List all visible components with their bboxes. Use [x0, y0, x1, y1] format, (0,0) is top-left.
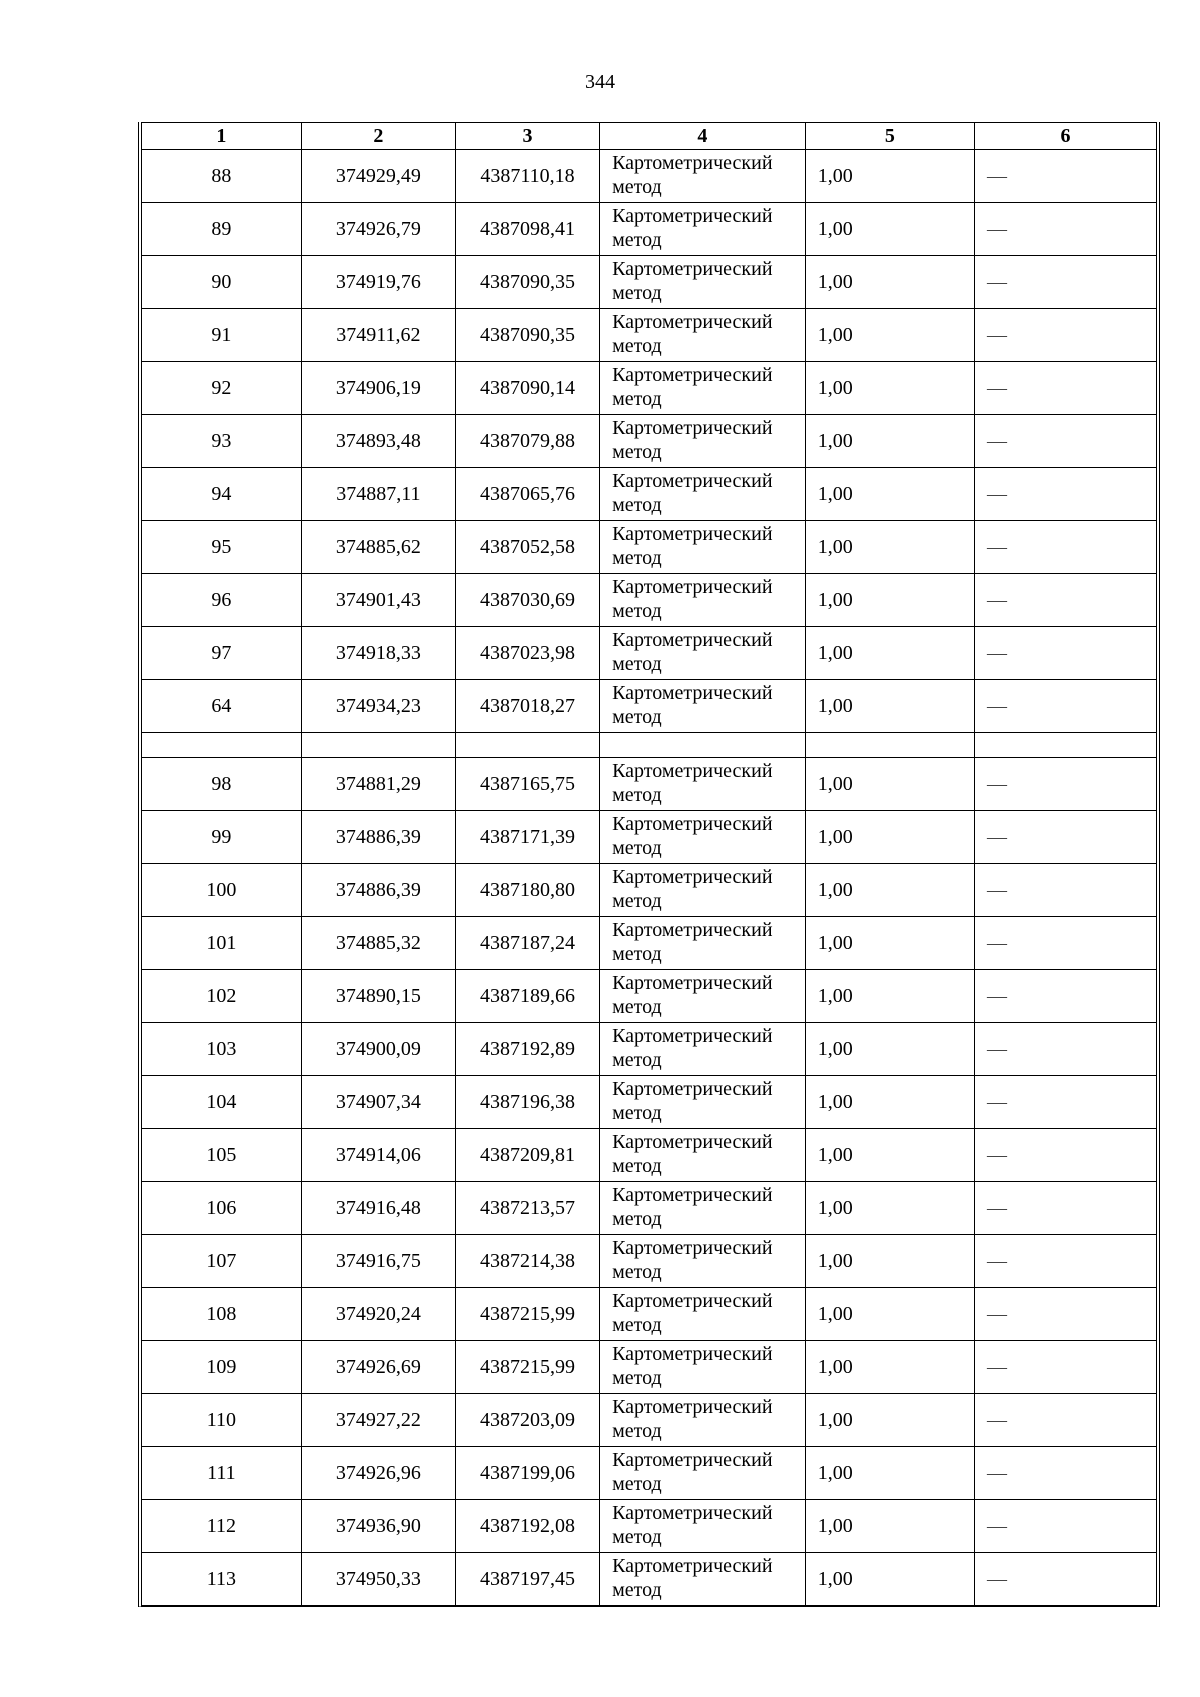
- method-cell: [600, 1447, 806, 1500]
- accuracy-cell: 1,00: [805, 1023, 974, 1076]
- accuracy-cell: 1,00: [805, 1553, 974, 1606]
- method-line-2: метод: [612, 996, 662, 1018]
- method-cell: [600, 1500, 806, 1553]
- accuracy-cell: 1,00: [805, 1129, 974, 1182]
- table-row: [142, 1129, 1156, 1182]
- note-cell: —: [975, 680, 1156, 733]
- method-cell: [600, 811, 806, 864]
- note-cell: —: [975, 468, 1156, 521]
- method-cell: [600, 680, 806, 733]
- x-coordinate-cell: 374920,24: [301, 1288, 455, 1341]
- table-row: [142, 1235, 1156, 1288]
- coordinates-table: [142, 122, 1156, 1606]
- point-number-cell: 111: [142, 1447, 301, 1500]
- y-coordinate-cell: 4387098,41: [455, 203, 599, 256]
- method-line-2: метод: [612, 176, 662, 198]
- point-number-cell: 92: [142, 362, 301, 415]
- point-number-cell: 110: [142, 1394, 301, 1447]
- method-line-1: Картометрический: [612, 1184, 773, 1206]
- point-number-cell: 106: [142, 1182, 301, 1235]
- y-coordinate-cell: 4387110,18: [455, 150, 599, 203]
- method-cell: [600, 864, 806, 917]
- note-cell: —: [975, 811, 1156, 864]
- table-row: [142, 1023, 1156, 1076]
- note-cell: —: [975, 1447, 1156, 1500]
- note-cell: —: [975, 1182, 1156, 1235]
- method-line-1: Картометрический: [612, 1343, 773, 1365]
- method-line-1: Картометрический: [612, 1131, 773, 1153]
- method-line-1: Картометрический: [612, 152, 773, 174]
- table-row: [142, 1500, 1156, 1553]
- method-line-1: Картометрический: [612, 682, 773, 704]
- method-line-1: Картометрический: [612, 417, 773, 439]
- method-line-2: метод: [612, 837, 662, 859]
- accuracy-cell: 1,00: [805, 1288, 974, 1341]
- table-row: [142, 362, 1156, 415]
- accuracy-cell: 1,00: [805, 1341, 974, 1394]
- point-number-cell: 107: [142, 1235, 301, 1288]
- table-header-row: [142, 123, 1156, 150]
- point-number-cell: 105: [142, 1129, 301, 1182]
- empty-cell: [142, 733, 301, 758]
- note-cell: —: [975, 1129, 1156, 1182]
- method-line-2: метод: [612, 1261, 662, 1283]
- method-line-2: метод: [612, 1155, 662, 1177]
- point-number-cell: 88: [142, 150, 301, 203]
- note-cell: —: [975, 1288, 1156, 1341]
- y-coordinate-cell: 4387023,98: [455, 627, 599, 680]
- method-line-2: метод: [612, 388, 662, 410]
- method-line-2: метод: [612, 229, 662, 251]
- column-header: 2: [301, 123, 455, 150]
- accuracy-cell: 1,00: [805, 627, 974, 680]
- note-cell: —: [975, 1553, 1156, 1606]
- method-cell: [600, 1341, 806, 1394]
- x-coordinate-cell: 374918,33: [301, 627, 455, 680]
- point-number-cell: 113: [142, 1553, 301, 1606]
- table-row: [142, 680, 1156, 733]
- method-line-2: метод: [612, 706, 662, 728]
- method-line-1: Картометрический: [612, 1025, 773, 1047]
- point-number-cell: 104: [142, 1076, 301, 1129]
- x-coordinate-cell: 374916,75: [301, 1235, 455, 1288]
- accuracy-cell: 1,00: [805, 574, 974, 627]
- point-number-cell: 99: [142, 811, 301, 864]
- method-line-2: метод: [612, 1579, 662, 1601]
- note-cell: —: [975, 864, 1156, 917]
- method-cell: [600, 362, 806, 415]
- table-row: [142, 415, 1156, 468]
- method-cell: [600, 1394, 806, 1447]
- method-line-2: метод: [612, 1049, 662, 1071]
- accuracy-cell: 1,00: [805, 1182, 974, 1235]
- x-coordinate-cell: 374900,09: [301, 1023, 455, 1076]
- empty-cell: [975, 733, 1156, 758]
- table-row: [142, 627, 1156, 680]
- accuracy-cell: 1,00: [805, 362, 974, 415]
- method-cell: [600, 574, 806, 627]
- accuracy-cell: 1,00: [805, 970, 974, 1023]
- note-cell: —: [975, 627, 1156, 680]
- empty-cell: [455, 733, 599, 758]
- accuracy-cell: 1,00: [805, 203, 974, 256]
- method-line-1: Картометрический: [612, 364, 773, 386]
- method-line-2: метод: [612, 1526, 662, 1548]
- method-line-1: Картометрический: [612, 470, 773, 492]
- point-number-cell: 100: [142, 864, 301, 917]
- accuracy-cell: 1,00: [805, 1235, 974, 1288]
- point-number-cell: 90: [142, 256, 301, 309]
- point-number-cell: 98: [142, 758, 301, 811]
- page-number: 344: [585, 71, 615, 93]
- method-line-2: метод: [612, 1420, 662, 1442]
- table-row: [142, 811, 1156, 864]
- note-cell: —: [975, 203, 1156, 256]
- point-number-cell: 112: [142, 1500, 301, 1553]
- method-line-2: метод: [612, 653, 662, 675]
- y-coordinate-cell: 4387090,14: [455, 362, 599, 415]
- accuracy-cell: 1,00: [805, 1394, 974, 1447]
- x-coordinate-cell: 374929,49: [301, 150, 455, 203]
- note-cell: —: [975, 917, 1156, 970]
- note-cell: —: [975, 1394, 1156, 1447]
- x-coordinate-cell: 374881,29: [301, 758, 455, 811]
- method-line-2: метод: [612, 1367, 662, 1389]
- point-number-cell: 108: [142, 1288, 301, 1341]
- method-line-1: Картометрический: [612, 311, 773, 333]
- method-line-1: Картометрический: [612, 919, 773, 941]
- y-coordinate-cell: 4387192,89: [455, 1023, 599, 1076]
- note-cell: —: [975, 521, 1156, 574]
- y-coordinate-cell: 4387052,58: [455, 521, 599, 574]
- note-cell: —: [975, 1235, 1156, 1288]
- y-coordinate-cell: 4387209,81: [455, 1129, 599, 1182]
- y-coordinate-cell: 4387203,09: [455, 1394, 599, 1447]
- table-body: [142, 150, 1156, 1606]
- method-line-2: метод: [612, 282, 662, 304]
- y-coordinate-cell: 4387171,39: [455, 811, 599, 864]
- method-cell: [600, 203, 806, 256]
- method-line-1: Картометрический: [612, 1449, 773, 1471]
- method-cell: [600, 309, 806, 362]
- x-coordinate-cell: 374901,43: [301, 574, 455, 627]
- x-coordinate-cell: 374907,34: [301, 1076, 455, 1129]
- x-coordinate-cell: 374926,79: [301, 203, 455, 256]
- empty-cell: [600, 733, 806, 758]
- x-coordinate-cell: 374926,69: [301, 1341, 455, 1394]
- empty-cell: [805, 733, 974, 758]
- table-row: [142, 150, 1156, 203]
- method-line-2: метод: [612, 1314, 662, 1336]
- method-line-1: Картометрический: [612, 1396, 773, 1418]
- method-line-1: Картометрический: [612, 1290, 773, 1312]
- y-coordinate-cell: 4387030,69: [455, 574, 599, 627]
- method-cell: [600, 1076, 806, 1129]
- y-coordinate-cell: 4387180,80: [455, 864, 599, 917]
- column-header: 4: [600, 123, 806, 150]
- x-coordinate-cell: 374886,39: [301, 811, 455, 864]
- y-coordinate-cell: 4387192,08: [455, 1500, 599, 1553]
- point-number-cell: 94: [142, 468, 301, 521]
- x-coordinate-cell: 374906,19: [301, 362, 455, 415]
- method-cell: [600, 415, 806, 468]
- y-coordinate-cell: 4387189,66: [455, 970, 599, 1023]
- table-gap-row: [142, 733, 1156, 758]
- accuracy-cell: 1,00: [805, 521, 974, 574]
- y-coordinate-cell: 4387197,45: [455, 1553, 599, 1606]
- column-header: 5: [805, 123, 974, 150]
- point-number-cell: 95: [142, 521, 301, 574]
- table-row: [142, 309, 1156, 362]
- note-cell: —: [975, 415, 1156, 468]
- x-coordinate-cell: 374927,22: [301, 1394, 455, 1447]
- coordinates-table-frame: [138, 122, 1160, 1607]
- method-cell: [600, 1288, 806, 1341]
- method-line-1: Картометрический: [612, 1237, 773, 1259]
- table-row: [142, 864, 1156, 917]
- table-row: [142, 256, 1156, 309]
- method-line-2: метод: [612, 547, 662, 569]
- point-number-cell: 109: [142, 1341, 301, 1394]
- note-cell: —: [975, 309, 1156, 362]
- method-cell: [600, 256, 806, 309]
- x-coordinate-cell: 374919,76: [301, 256, 455, 309]
- point-number-cell: 96: [142, 574, 301, 627]
- note-cell: —: [975, 1023, 1156, 1076]
- table-row: [142, 970, 1156, 1023]
- note-cell: —: [975, 970, 1156, 1023]
- table-row: [142, 203, 1156, 256]
- accuracy-cell: 1,00: [805, 468, 974, 521]
- x-coordinate-cell: 374885,62: [301, 521, 455, 574]
- method-line-1: Картометрический: [612, 813, 773, 835]
- method-cell: [600, 468, 806, 521]
- method-cell: [600, 1553, 806, 1606]
- note-cell: —: [975, 362, 1156, 415]
- accuracy-cell: 1,00: [805, 811, 974, 864]
- y-coordinate-cell: 4387165,75: [455, 758, 599, 811]
- y-coordinate-cell: 4387090,35: [455, 309, 599, 362]
- method-line-2: метод: [612, 1473, 662, 1495]
- table-row: [142, 521, 1156, 574]
- accuracy-cell: 1,00: [805, 1076, 974, 1129]
- note-cell: —: [975, 150, 1156, 203]
- x-coordinate-cell: 374911,62: [301, 309, 455, 362]
- x-coordinate-cell: 374914,06: [301, 1129, 455, 1182]
- method-line-1: Картометрический: [612, 258, 773, 280]
- note-cell: —: [975, 1341, 1156, 1394]
- method-cell: [600, 150, 806, 203]
- method-cell: [600, 758, 806, 811]
- method-cell: [600, 917, 806, 970]
- accuracy-cell: 1,00: [805, 917, 974, 970]
- table-row: [142, 468, 1156, 521]
- method-cell: [600, 1023, 806, 1076]
- accuracy-cell: 1,00: [805, 680, 974, 733]
- accuracy-cell: 1,00: [805, 864, 974, 917]
- x-coordinate-cell: 374934,23: [301, 680, 455, 733]
- method-line-1: Картометрический: [612, 760, 773, 782]
- column-header: 3: [455, 123, 599, 150]
- method-line-2: метод: [612, 890, 662, 912]
- method-cell: [600, 1129, 806, 1182]
- y-coordinate-cell: 4387065,76: [455, 468, 599, 521]
- point-number-cell: 102: [142, 970, 301, 1023]
- y-coordinate-cell: 4387090,35: [455, 256, 599, 309]
- method-line-2: метод: [612, 494, 662, 516]
- table-row: [142, 1288, 1156, 1341]
- method-cell: [600, 970, 806, 1023]
- method-line-2: метод: [612, 1102, 662, 1124]
- method-line-2: метод: [612, 441, 662, 463]
- accuracy-cell: 1,00: [805, 309, 974, 362]
- x-coordinate-cell: 374886,39: [301, 864, 455, 917]
- table-row: [142, 917, 1156, 970]
- method-line-1: Картометрический: [612, 1078, 773, 1100]
- method-line-1: Картометрический: [612, 1555, 773, 1577]
- accuracy-cell: 1,00: [805, 150, 974, 203]
- y-coordinate-cell: 4387079,88: [455, 415, 599, 468]
- y-coordinate-cell: 4387213,57: [455, 1182, 599, 1235]
- y-coordinate-cell: 4387215,99: [455, 1288, 599, 1341]
- method-line-1: Картометрический: [612, 1502, 773, 1524]
- point-number-cell: 103: [142, 1023, 301, 1076]
- point-number-cell: 97: [142, 627, 301, 680]
- y-coordinate-cell: 4387187,24: [455, 917, 599, 970]
- table-row: [142, 574, 1156, 627]
- method-line-1: Картометрический: [612, 629, 773, 651]
- method-cell: [600, 521, 806, 574]
- accuracy-cell: 1,00: [805, 1447, 974, 1500]
- y-coordinate-cell: 4387018,27: [455, 680, 599, 733]
- note-cell: —: [975, 574, 1156, 627]
- note-cell: —: [975, 1076, 1156, 1129]
- method-line-1: Картометрический: [612, 972, 773, 994]
- table-row: [142, 1447, 1156, 1500]
- method-line-2: метод: [612, 784, 662, 806]
- method-line-2: метод: [612, 1208, 662, 1230]
- x-coordinate-cell: 374890,15: [301, 970, 455, 1023]
- table-row: [142, 1182, 1156, 1235]
- method-cell: [600, 627, 806, 680]
- table-row: [142, 1394, 1156, 1447]
- x-coordinate-cell: 374916,48: [301, 1182, 455, 1235]
- point-number-cell: 91: [142, 309, 301, 362]
- x-coordinate-cell: 374885,32: [301, 917, 455, 970]
- method-line-1: Картометрический: [612, 205, 773, 227]
- note-cell: —: [975, 758, 1156, 811]
- table-row: [142, 1076, 1156, 1129]
- method-line-2: метод: [612, 335, 662, 357]
- note-cell: —: [975, 256, 1156, 309]
- method-line-2: метод: [612, 943, 662, 965]
- y-coordinate-cell: 4387215,99: [455, 1341, 599, 1394]
- table-row: [142, 1341, 1156, 1394]
- method-cell: [600, 1235, 806, 1288]
- point-number-cell: 101: [142, 917, 301, 970]
- point-number-cell: 64: [142, 680, 301, 733]
- y-coordinate-cell: 4387214,38: [455, 1235, 599, 1288]
- accuracy-cell: 1,00: [805, 1500, 974, 1553]
- x-coordinate-cell: 374936,90: [301, 1500, 455, 1553]
- accuracy-cell: 1,00: [805, 415, 974, 468]
- x-coordinate-cell: 374950,33: [301, 1553, 455, 1606]
- note-cell: —: [975, 1500, 1156, 1553]
- column-header: 1: [142, 123, 301, 150]
- method-line-1: Картометрический: [612, 866, 773, 888]
- method-cell: [600, 1182, 806, 1235]
- point-number-cell: 89: [142, 203, 301, 256]
- y-coordinate-cell: 4387199,06: [455, 1447, 599, 1500]
- accuracy-cell: 1,00: [805, 758, 974, 811]
- point-number-cell: 93: [142, 415, 301, 468]
- method-line-1: Картометрический: [612, 523, 773, 545]
- table-row: [142, 1553, 1156, 1606]
- method-line-1: Картометрический: [612, 576, 773, 598]
- x-coordinate-cell: 374887,11: [301, 468, 455, 521]
- x-coordinate-cell: 374926,96: [301, 1447, 455, 1500]
- method-line-2: метод: [612, 600, 662, 622]
- x-coordinate-cell: 374893,48: [301, 415, 455, 468]
- y-coordinate-cell: 4387196,38: [455, 1076, 599, 1129]
- column-header: 6: [975, 123, 1156, 150]
- empty-cell: [301, 733, 455, 758]
- table-row: [142, 758, 1156, 811]
- accuracy-cell: 1,00: [805, 256, 974, 309]
